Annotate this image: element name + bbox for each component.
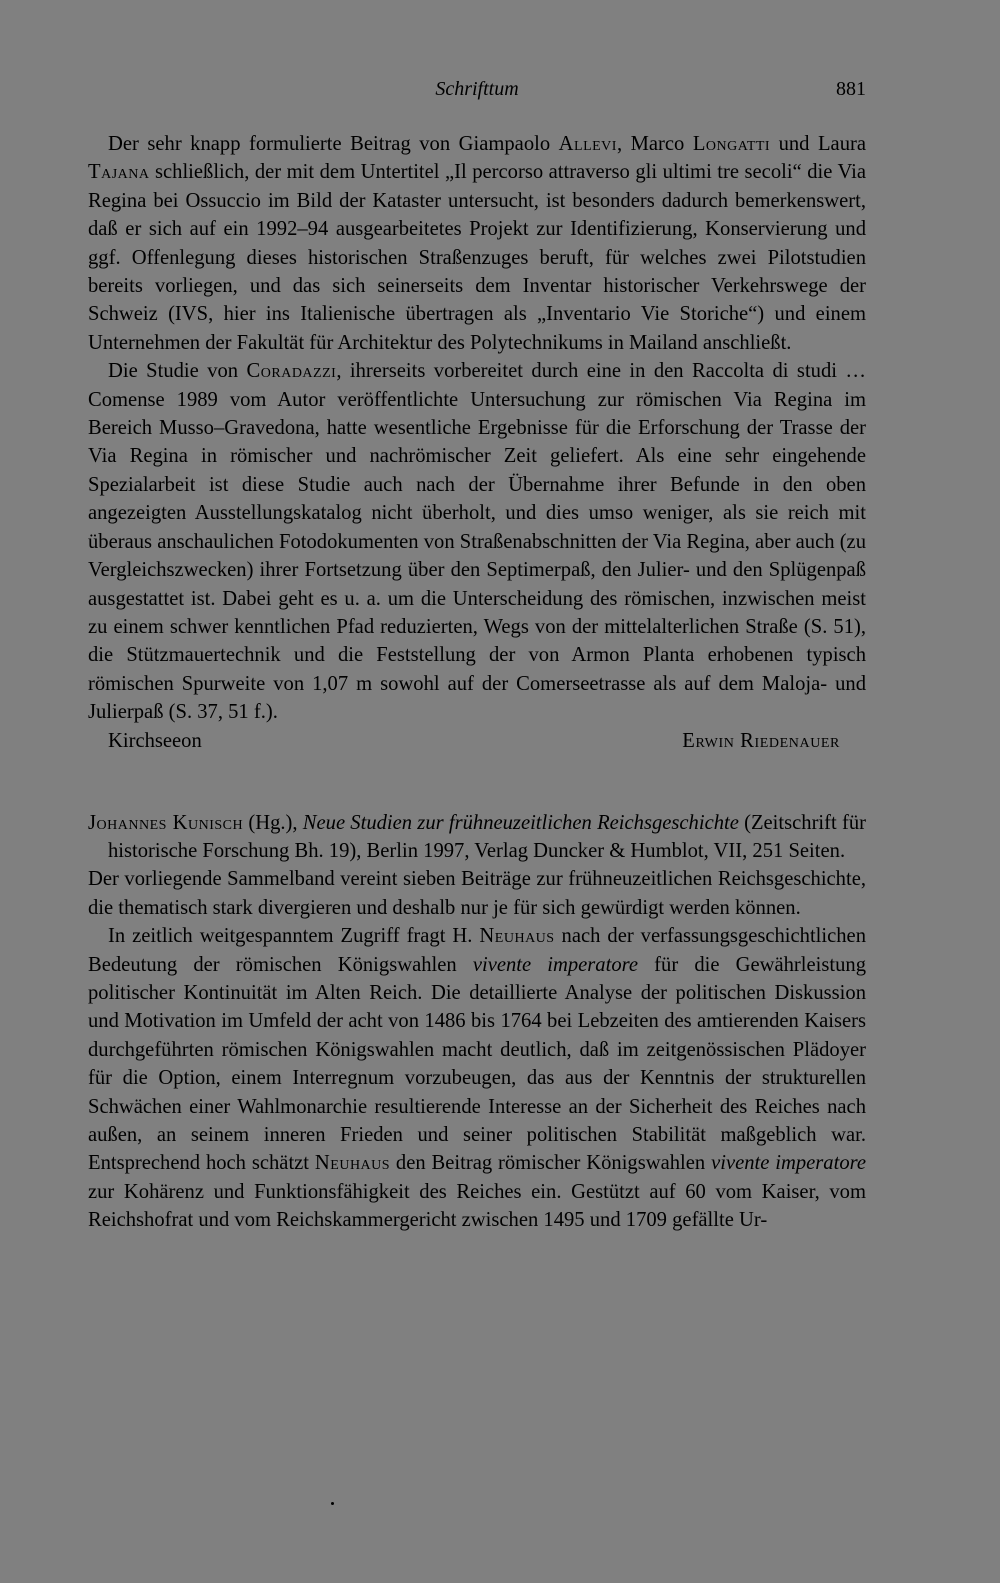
running-title: Schrifttum	[435, 78, 519, 100]
author-name: Neuhaus	[479, 925, 555, 948]
author-name: Neuhaus	[314, 1152, 391, 1175]
book-page	[88, 78, 866, 1235]
latin-phrase: vivente imperatore	[472, 953, 639, 976]
signature-author: Erwin Riedenauer	[682, 729, 840, 752]
review2-paragraph-1: Der vorliegende Sammelband vereint sieben Beiträge zur frühneuzeitlichen Reichsgeschichte, die thematisch stark divergieren und deshalb nur je für sich gewürdigt werden können.	[88, 868, 866, 919]
page-number: 881	[836, 78, 866, 100]
running-header	[88, 78, 866, 108]
review-kunisch	[88, 809, 866, 1235]
book-title: Neue Studien zur frühneuzeitlichen Reichsgeschichte	[302, 811, 739, 834]
scan-speck	[331, 1502, 334, 1505]
signature-place: Kirchseeon	[108, 729, 202, 752]
author-name: Allevi	[558, 133, 617, 155]
review-riedenauer	[88, 130, 866, 757]
author-name: Tajana	[88, 161, 150, 184]
review2-paragraph-2: In zeitlich weitgespanntem Zugriff fragt H. Neuhaus nach der verfassungsgeschichtlichen Bedeutung der römischen Königswahlen vivente imperatore für die Gewährleistung politischer Kontinuität im Alten Reich. Die detaillierte Analyse der politischen Diskussion und Motivation im Umfeld der acht von 1486 bis 1764 bei Lebzeiten des amtierenden Kaisers durchgeführten römischen Königswahlen macht deutlich, daß im zeitgenössischen Plädoyer für die Option, einem Interregnum vorzubeugen, das aus der Kenntnis der strukturellen Schwächen einer Wahlmonarchie resultierende Interesse an der Sicherheit des Reiches nach außen, an seinem inneren Frieden und seiner politischen Stabilität maßgeblich war. Entsprechend hoch schätzt Neuhaus den Beitrag römischer Königswahlen vivente imperatore zur Kohärenz und Funktionsfähigkeit des Reiches ein. Gestützt auf 60 vom Kaiser, vom Reichshofrat und vom Reichskammergericht zwischen 1495 und 1709 gefällte Ur-	[88, 925, 867, 1232]
editor-name: Johannes Kunisch	[88, 811, 244, 834]
review1-paragraph-2: Die Studie von Coradazzi, ihrerseits vorbereitet durch eine in den Raccolta di studi … Comense 1989 vom Autor veröffentlichte Untersuchung zur römischen Via Regina im Bereich Musso–Gravedona, hatte wesentliche Ergebnisse für die Erforschung der Trasse der Via Regina in römischer und nachrömischer Zeit geliefert. Als eine sehr eingehende Spezialarbeit ist diese Studie auch nach der Übernahme ihrer Befunde in den oben angezeigten Ausstellungskatalog nicht überholt, und dies umso weniger, als sie reich mit überaus anschaulichen Fotodokumenten von Straßenabschnitten der Via Regina, aber auch (zu Vergleichszwecken) ihrer Fortsetzung über den Septimerpaß, den Julier- und den Splügenpaß ausgestattet ist. Dabei geht es u. a. um die Unterscheidung des römischen, inzwischen meist zu einem schwer kenntlichen Pfad reduzierten, Wegs von der mittelalterlichen Straße (S. 51), die Stützmauertechnik und die Feststellung der von Armon Planta erhobenen typisch römischen Spurweite von 1,07 m sowohl auf der Comerseetrasse als auf dem Maloja- und Julierpaß (S. 37, 51 f.).	[88, 360, 866, 724]
review1-paragraph-1: Der sehr knapp formulierte Beitrag von Giampaolo Allevi, Marco Longatti und Laura Tajana schließlich, der mit dem Untertitel „Il percorso attraverso gli ultimi tre secoli“ die Via Regina bei Ossuccio im Bild der Kataster untersucht, ist besonders dadurch bemerkenswert, daß er sich auf ein 1992–94 ausgearbeitetes Projekt zur Identifizierung, Konservierung und ggf. Offenlegung dieses historischen Straßenzuges beruft, für welches zwei Pilotstudien bereits vorliegen, und das sich seinerseits dem Inventar historischer Verkehrswege der Schweiz (IVS, hier ins Italienische übertragen als „Inventario Vie Storiche“) und einem Unternehmen der Fakultät für Architektur des Polytechnikums in Mailand anschließt.	[88, 133, 866, 354]
author-name: Longatti	[692, 133, 771, 155]
review-signature	[88, 727, 866, 757]
latin-phrase: vivente imperatore	[711, 1152, 867, 1175]
bibliographic-entry: Johannes Kunisch (Hg.), Neue Studien zur frühneuzeitlichen Reichsgeschichte (Zeitschrift für historische Forschung Bh. 19), Berlin 1997, Verlag Duncker & Humblot, VII, 251 Seiten.	[88, 811, 866, 862]
author-name: Coradazzi	[246, 360, 337, 383]
